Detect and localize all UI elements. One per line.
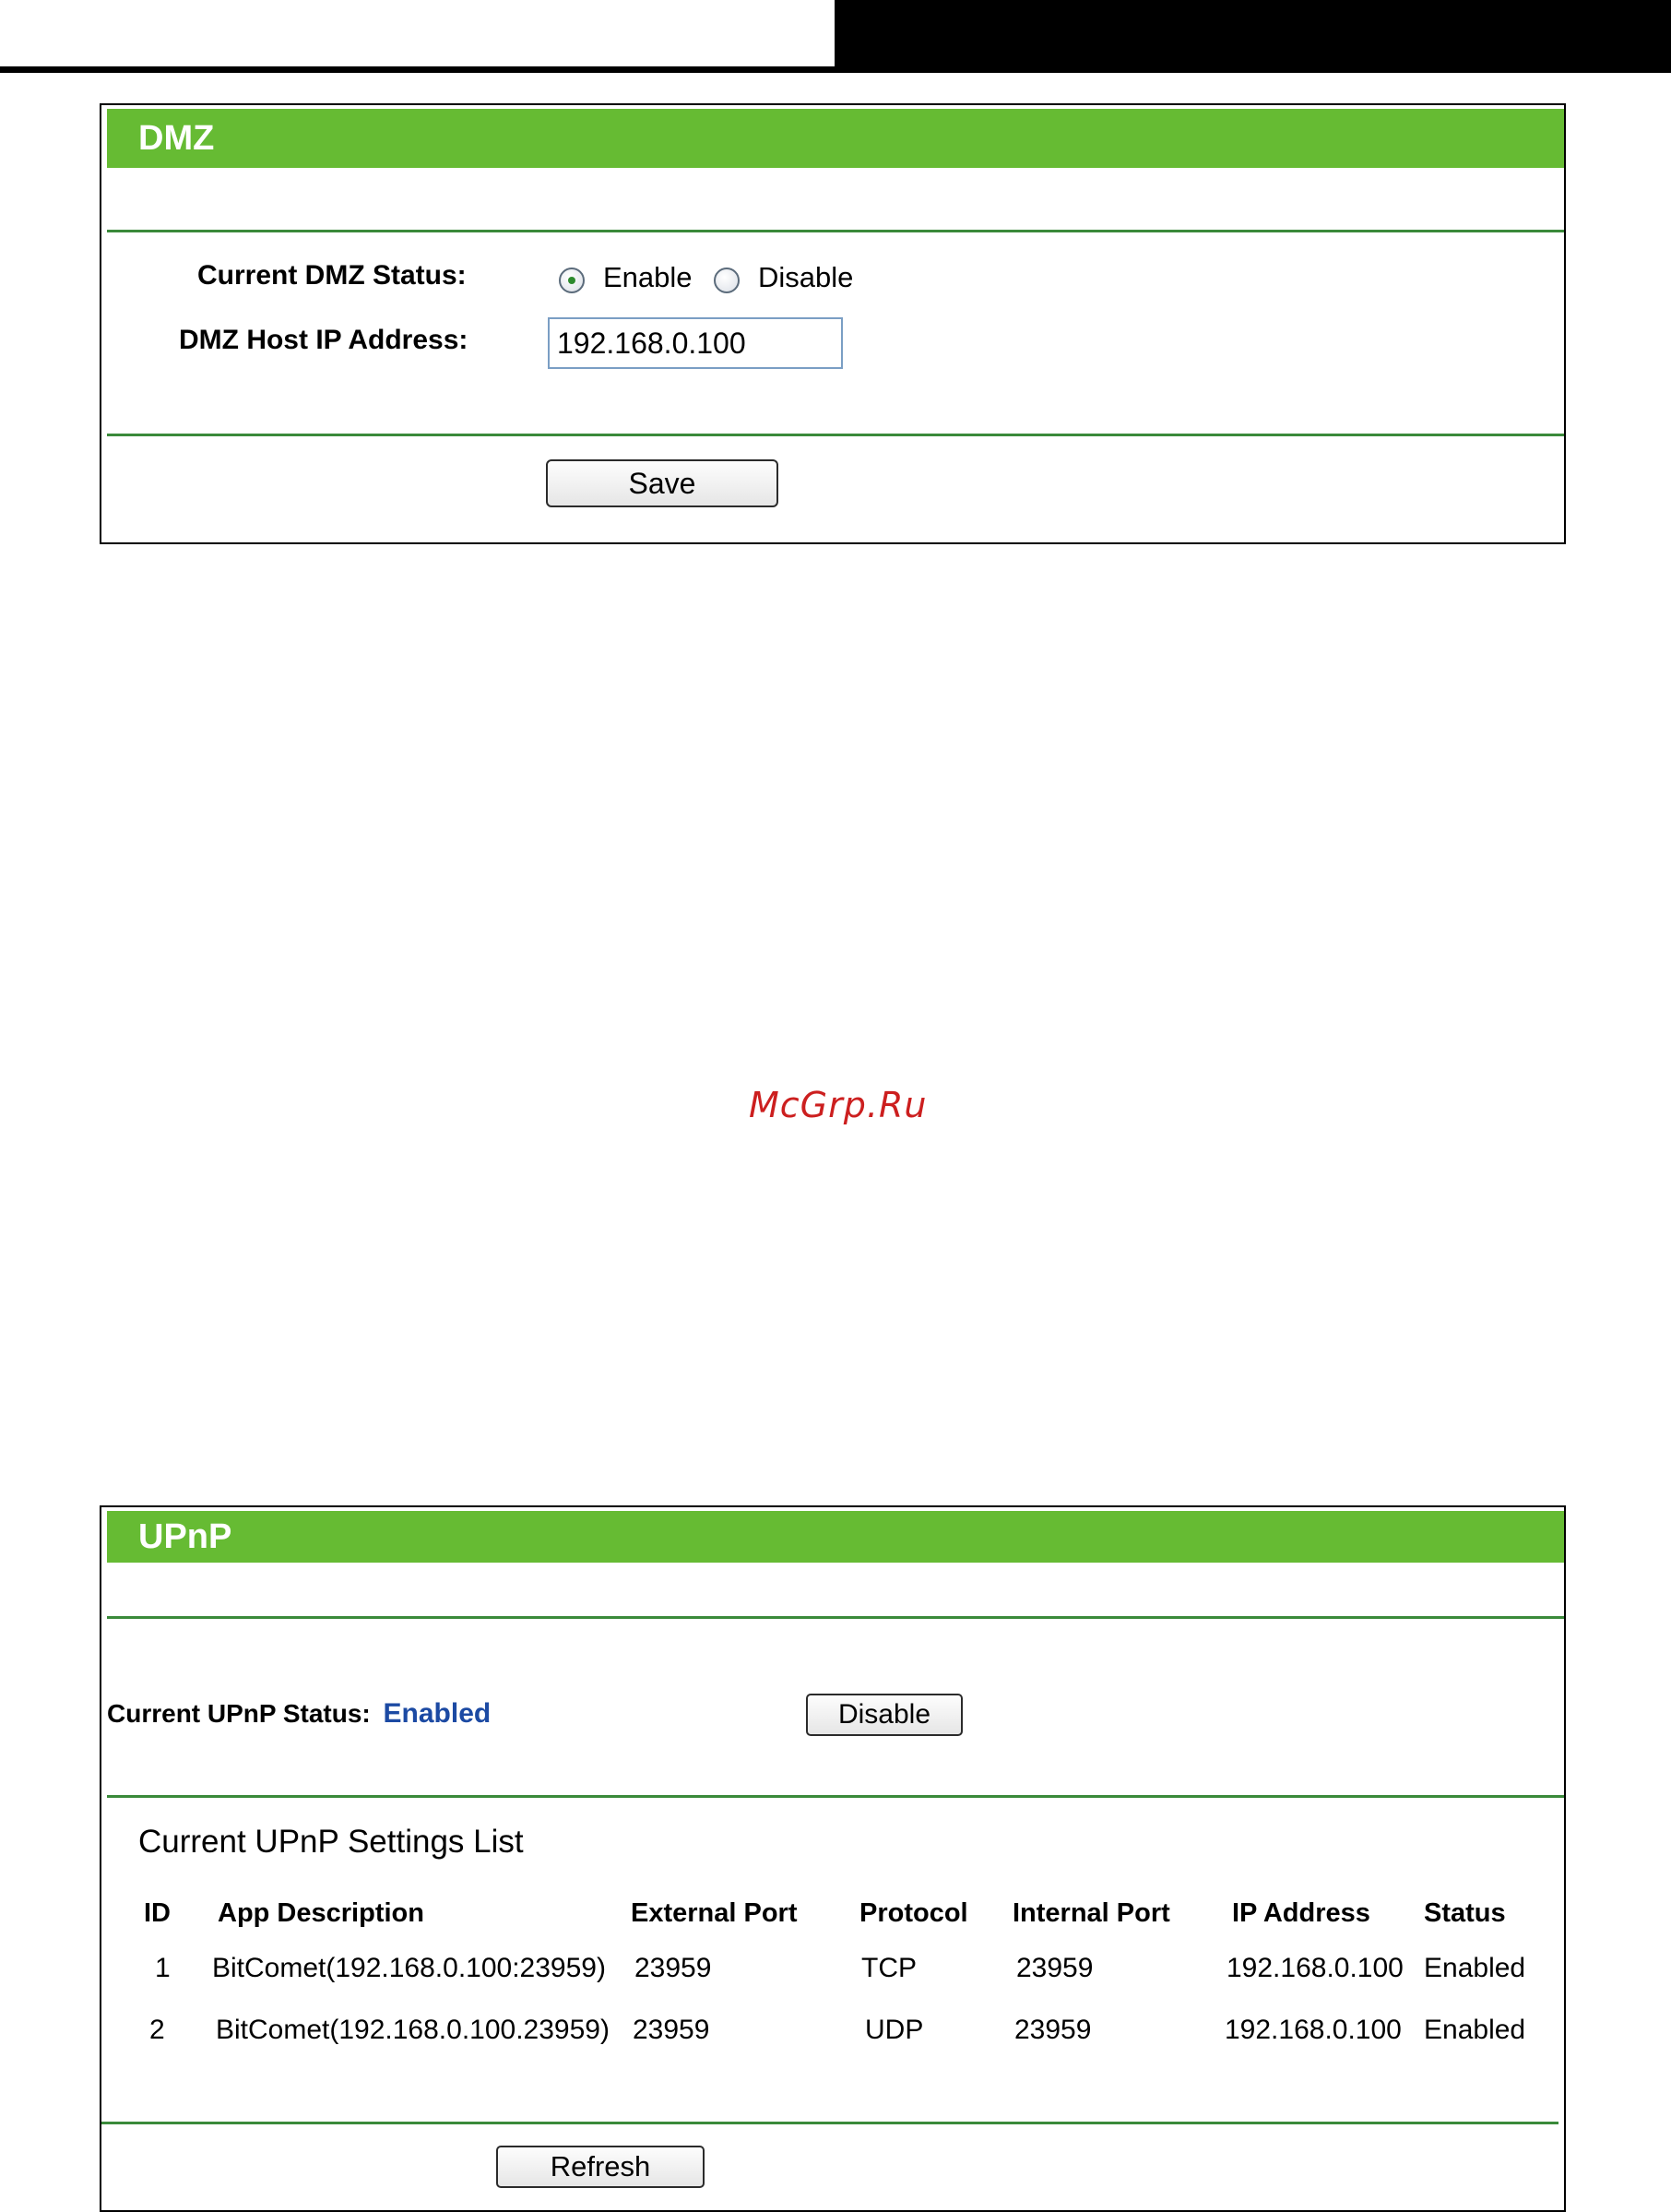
upnp-panel-title: UPnP [107,1511,1564,1563]
watermark-text: McGrp.Ru [749,1085,928,1125]
cell-protocol: TCP [861,1953,917,1983]
refresh-button[interactable]: Refresh [496,2146,705,2188]
save-button[interactable]: Save [546,459,778,507]
dmz-host-ip-label: DMZ Host IP Address: [179,325,468,355]
cell-id: 2 [149,2015,165,2045]
cell-id: 1 [155,1953,171,1983]
dmz-host-ip-input[interactable]: 192.168.0.100 [548,317,843,369]
page-header-rule [0,66,1671,73]
divider [107,1616,1564,1619]
cell-external-port: 23959 [634,1953,712,1983]
page-header-bar [835,0,1671,70]
divider [107,230,1564,232]
cell-status: Enabled [1424,1953,1526,1983]
cell-ip-address: 192.168.0.100 [1227,1953,1404,1983]
cell-protocol: UDP [865,2015,924,2045]
cell-ip-address: 192.168.0.100 [1225,2015,1402,2045]
disable-upnp-button[interactable]: Disable [806,1694,963,1736]
divider [107,434,1564,436]
col-header-status: Status [1424,1898,1506,1928]
divider [107,1795,1564,1798]
upnp-status-value: Enabled [383,1698,492,1729]
dmz-panel-title: DMZ [107,109,1564,168]
col-header-ip-address: IP Address [1232,1898,1370,1928]
col-header-id: ID [144,1898,171,1928]
disable-radio[interactable] [714,268,740,293]
upnp-status-label [107,1698,491,1730]
enable-radio-label: Enable [603,261,693,293]
col-header-protocol: Protocol [859,1898,968,1928]
cell-app-description: BitComet(192.168.0.100:23959) [212,1953,606,1983]
upnp-status-label-text: Current UPnP Status: [107,1699,371,1728]
cell-status: Enabled [1424,2015,1526,2045]
divider [101,2122,1558,2124]
col-header-external-port: External Port [631,1898,798,1928]
cell-app-description: BitComet(192.168.0.100.23959) [216,2015,610,2045]
upnp-panel [100,1505,1566,2212]
dmz-panel [100,103,1566,544]
col-header-app-description: App Description [218,1898,424,1928]
cell-internal-port: 23959 [1014,2015,1092,2045]
upnp-list-title: Current UPnP Settings List [138,1824,524,1860]
enable-radio[interactable] [559,268,585,293]
cell-internal-port: 23959 [1016,1953,1094,1983]
cell-external-port: 23959 [633,2015,710,2045]
col-header-internal-port: Internal Port [1013,1898,1170,1928]
disable-radio-label: Disable [758,261,854,293]
dmz-status-label: Current DMZ Status: [197,260,467,291]
